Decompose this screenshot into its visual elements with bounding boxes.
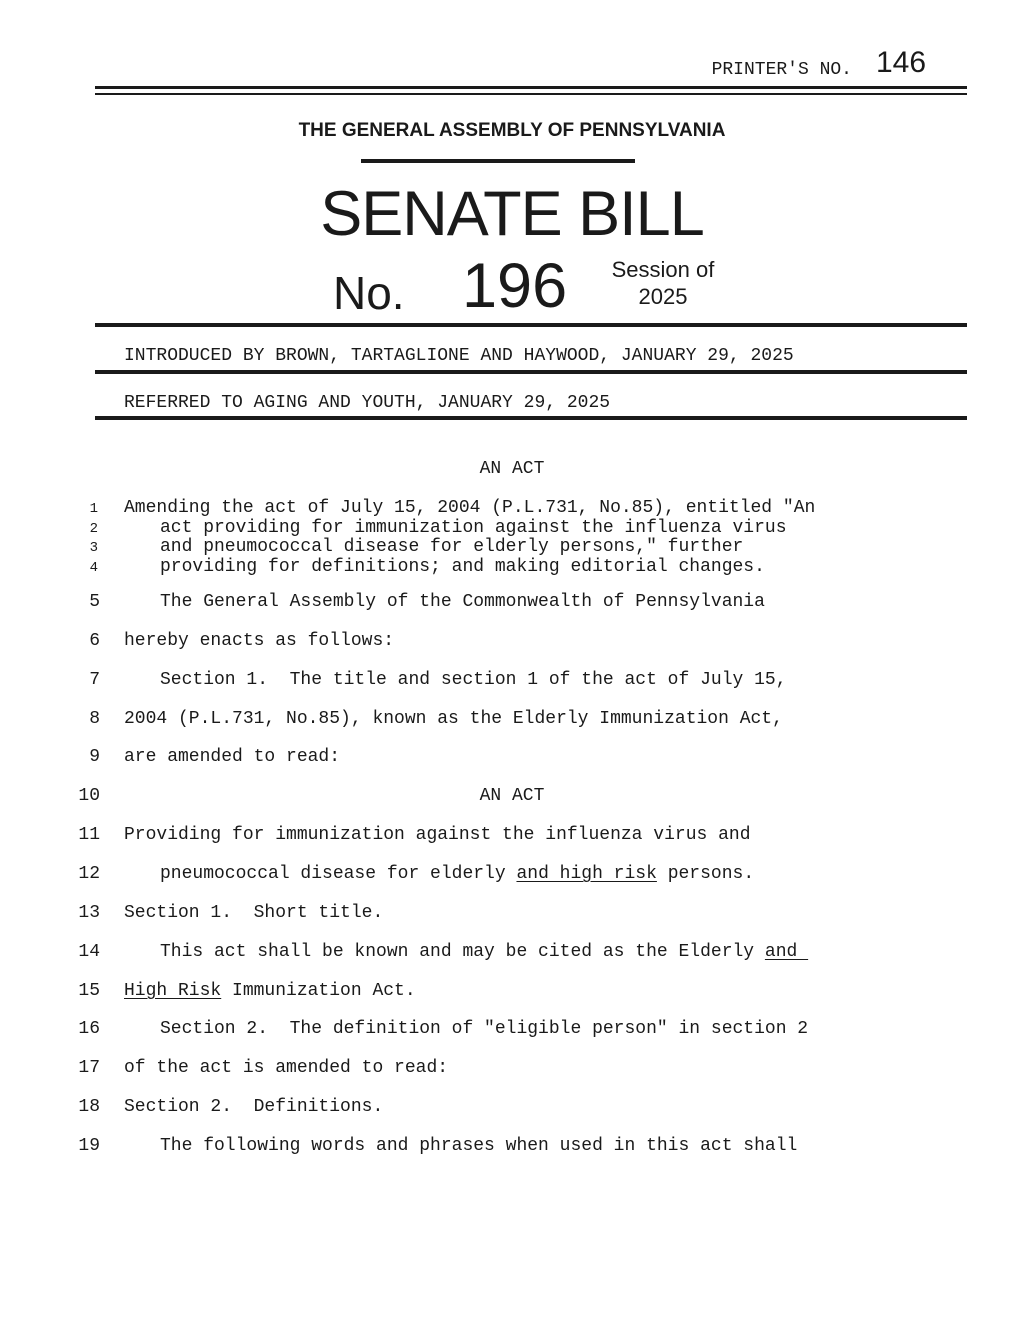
meta-rule-2 — [95, 416, 967, 420]
line-number: 9 — [89, 747, 100, 767]
line-number: 16 — [78, 1019, 100, 1039]
line-number: 4 — [89, 560, 98, 576]
session-info — [600, 256, 726, 310]
title-line: providing for definitions; and making editorial changes. — [160, 557, 765, 577]
referred-to: REFERRED TO AGING AND YOUTH, JANUARY 29, 2025 — [124, 393, 611, 413]
line-number: 2 — [89, 521, 98, 537]
inserted-text: and — [764, 942, 809, 962]
body-line: of the act is amended to read: — [124, 1058, 449, 1078]
line-number: 12 — [78, 864, 100, 884]
text-segment: Immunization Act. — [221, 981, 416, 1001]
body-line: Section 2. The definition of "eligible person" in section 2 — [160, 1019, 809, 1039]
line-number: 8 — [89, 709, 100, 729]
an-act-heading-amended: AN ACT — [479, 786, 545, 806]
section-heading: Section 1. Short title. — [124, 903, 384, 923]
body-line — [160, 864, 754, 884]
line-number: 5 — [89, 592, 100, 612]
line-number: 18 — [78, 1097, 100, 1117]
text-segment: This act shall be known and may be cited as the Elderly — [160, 942, 765, 962]
header-rule — [95, 323, 967, 327]
title-divider — [361, 159, 635, 163]
session-year: 2025 — [638, 284, 688, 309]
body-line — [124, 981, 416, 1001]
session-label: Session of — [611, 257, 715, 282]
body-line: Providing for immunization against the influenza virus and — [124, 825, 751, 845]
top-rule-thick — [95, 86, 967, 89]
inserted-text: and high risk — [516, 864, 657, 884]
title-line: Amending the act of July 15, 2004 (P.L.731, No.85), entitled "An — [124, 498, 816, 518]
text-segment: persons. — [656, 864, 755, 884]
body-line: The following words and phrases when used in this act shall — [160, 1136, 798, 1156]
meta-rule-1 — [95, 370, 967, 374]
an-act-heading: AN ACT — [479, 459, 545, 479]
line-number: 15 — [78, 981, 100, 1001]
line-number: 17 — [78, 1058, 100, 1078]
body-line: hereby enacts as follows: — [124, 631, 395, 651]
body-line — [160, 942, 808, 962]
line-number: 1 — [89, 501, 98, 517]
line-number: 19 — [78, 1136, 100, 1156]
body-line: The General Assembly of the Commonwealth of Pennsylvania — [160, 592, 765, 612]
line-number: 14 — [78, 942, 100, 962]
assembly-heading: THE GENERAL ASSEMBLY OF PENNSYLVANIA — [298, 120, 726, 141]
body-line: are amended to read: — [124, 747, 341, 767]
body-line: Section 1. The title and section 1 of the act of July 15, — [160, 670, 787, 690]
line-number: 6 — [89, 631, 100, 651]
title-line: act providing for immunization against the influenza virus — [160, 518, 787, 538]
section-heading: Section 2. Definitions. — [124, 1097, 384, 1117]
line-number: 10 — [78, 786, 100, 806]
top-rule-thin — [95, 93, 967, 95]
bill-number: 196 — [462, 251, 568, 321]
body-line: 2004 (P.L.731, No.85), known as the Elderly Immunization Act, — [124, 709, 783, 729]
line-number: 7 — [89, 670, 100, 690]
line-number: 11 — [78, 825, 100, 845]
bill-number-label: No. — [333, 267, 405, 319]
line-number: 3 — [89, 540, 98, 556]
title-line: and pneumococcal disease for elderly persons," further — [160, 537, 744, 557]
printers-number-label: PRINTER'S NO. — [711, 60, 852, 80]
line-number: 13 — [78, 903, 100, 923]
bill-type-title: SENATE BILL — [320, 179, 704, 249]
text-segment: pneumococcal disease for elderly — [160, 864, 517, 884]
inserted-text: High Risk — [124, 981, 222, 1001]
introduced-by: INTRODUCED BY BROWN, TARTAGLIONE AND HAYWOOD, JANUARY 29, 2025 — [124, 346, 794, 366]
printers-number: 146 — [876, 46, 927, 79]
